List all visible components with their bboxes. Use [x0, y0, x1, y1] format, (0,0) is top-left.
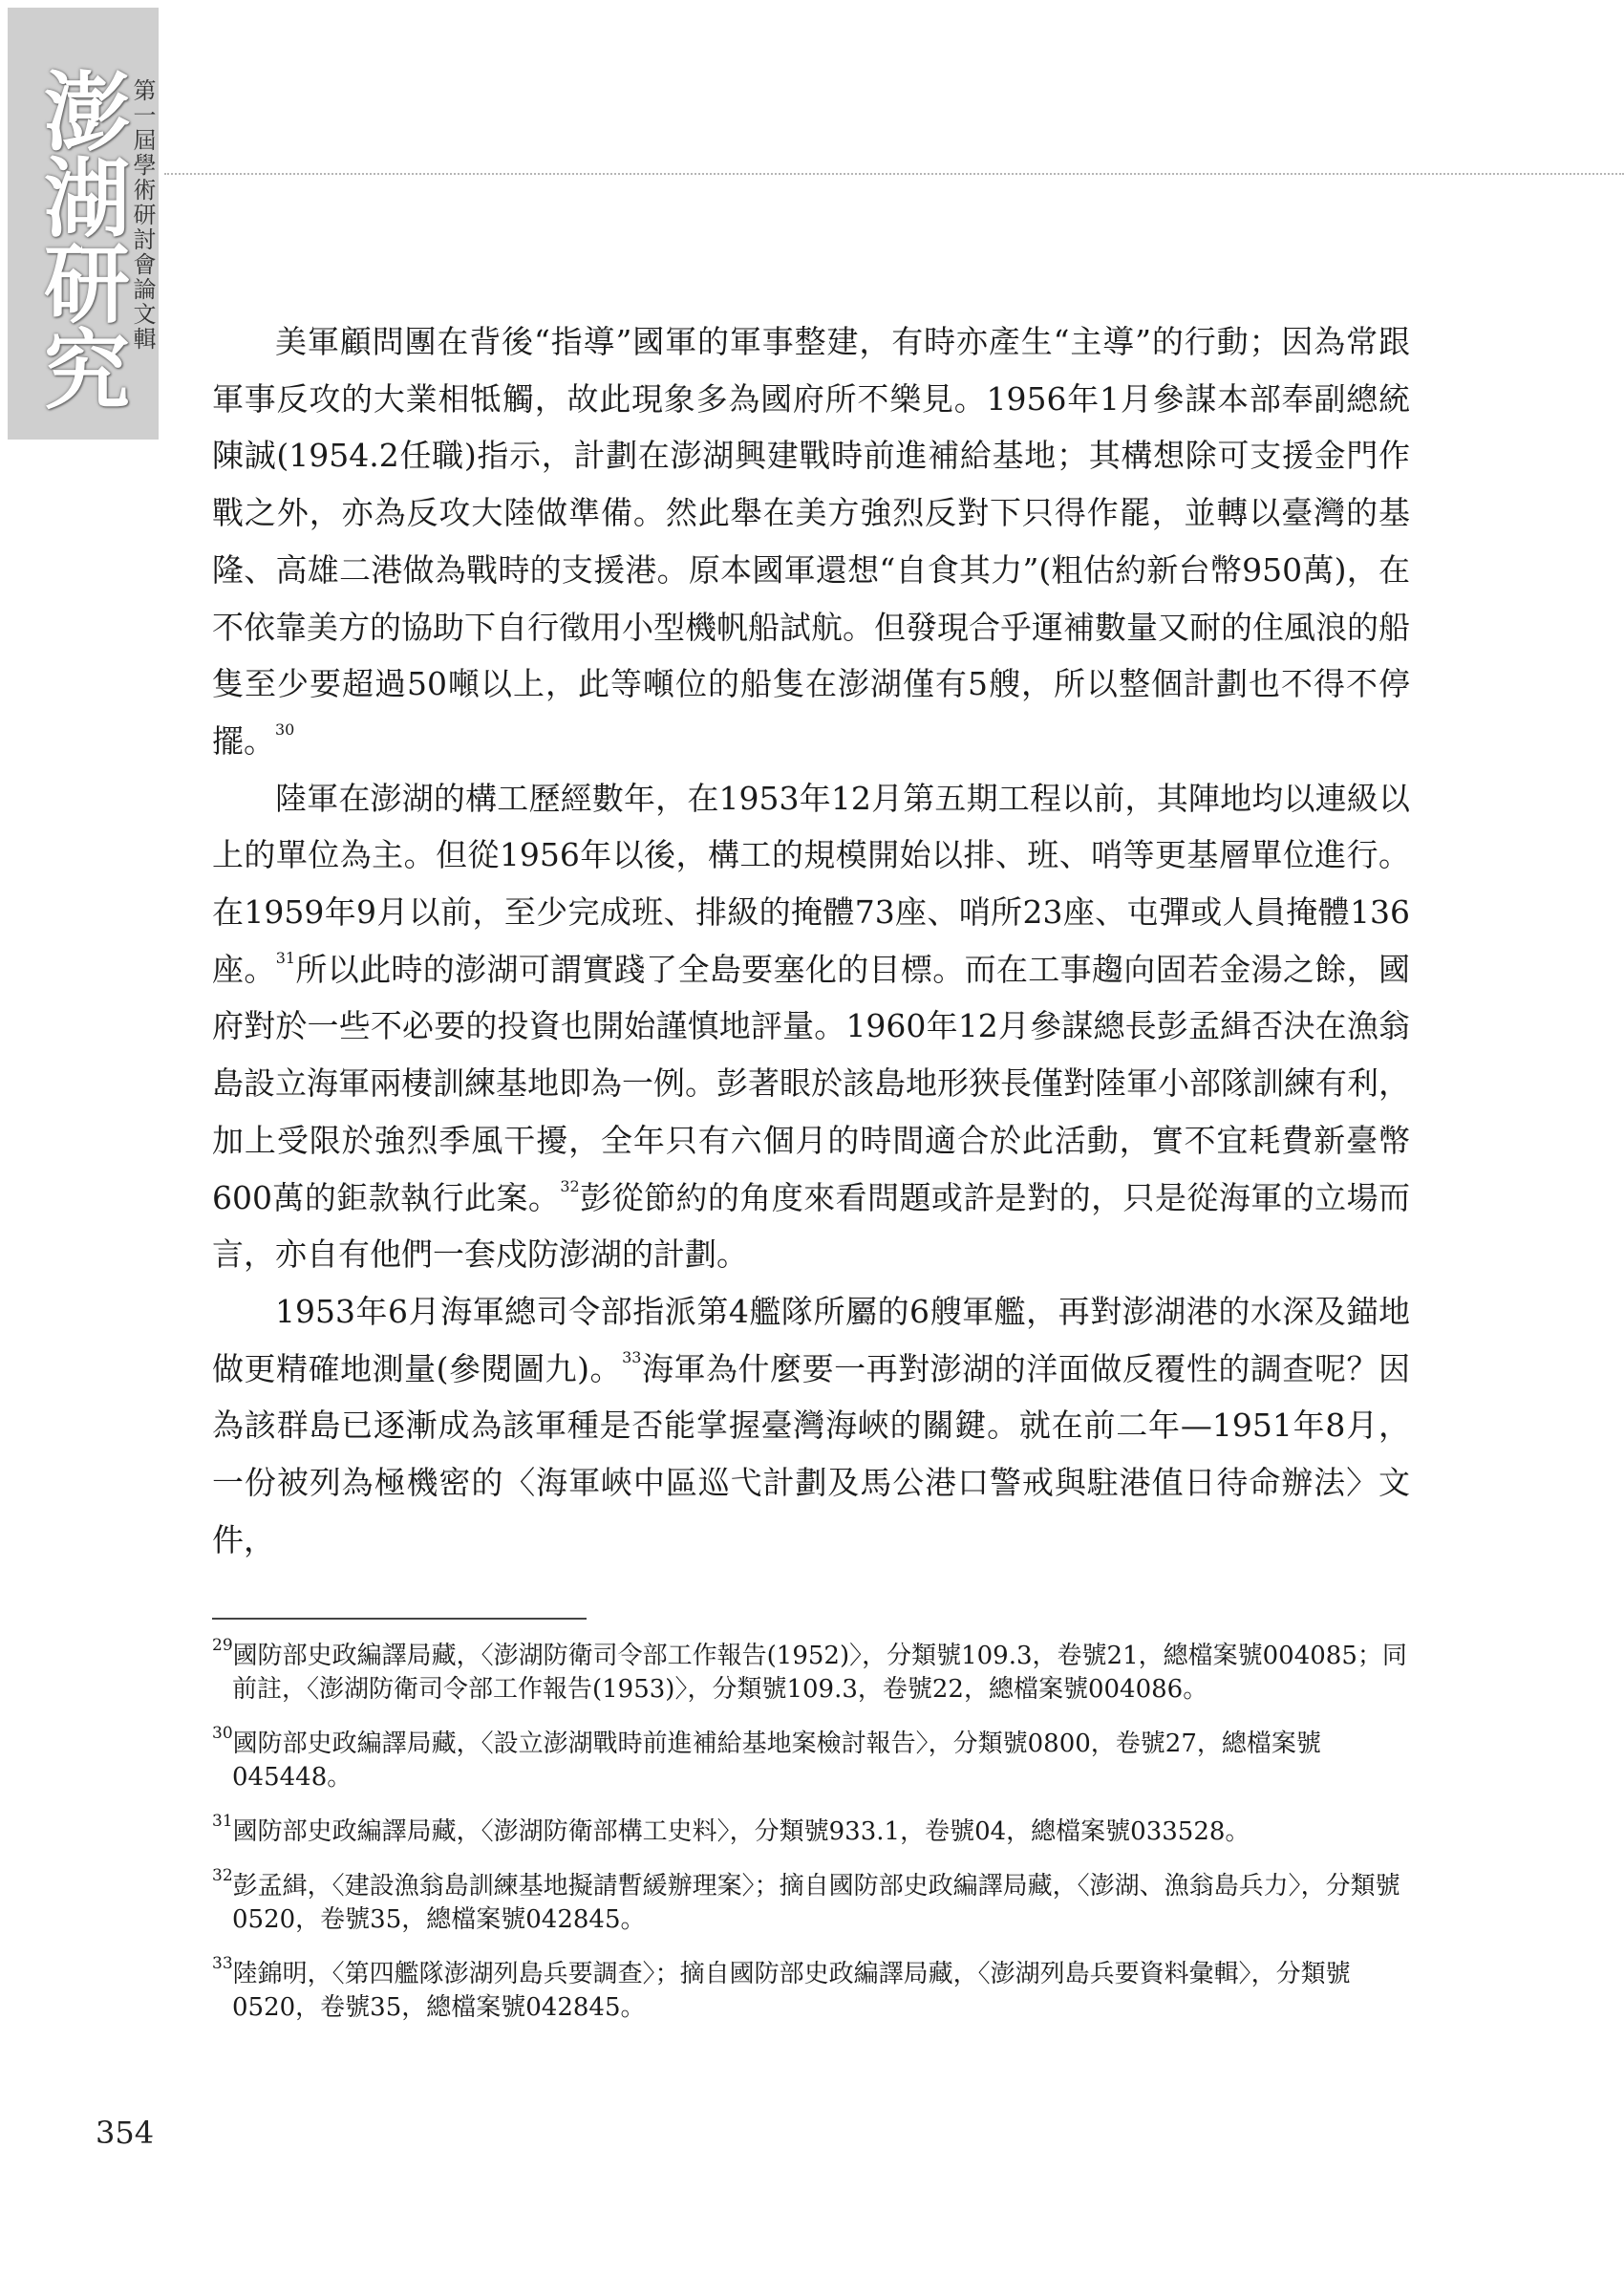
footnotes — [212, 1636, 1410, 2046]
footnote-ref[interactable]: 32 — [560, 1176, 580, 1195]
footnote-ref[interactable]: 31 — [275, 948, 296, 967]
page-number: 354 — [96, 2115, 155, 2151]
paragraph-text: 彭從節約的角度來看問題或許是對的，只是從海軍的立場而言，亦自有他們一套戍防澎湖的計劃。 — [212, 1178, 1410, 1274]
footnote — [212, 1812, 1410, 1849]
paragraph-text: 陸軍在澎湖的構工歷經數年，在1953年12月第五期工程以前，其陣地均以連級以上的單位為主。但從1956年以後，構工的規模開始以排、班、哨等更基層單位進行。在1959年9月以前，至少完成班、排級的掩體73座、哨所23座、屯彈或人員掩體136座。 — [212, 779, 1410, 988]
body-text — [212, 313, 1410, 1568]
footnote-text: 國防部史政編譯局藏，〈設立澎湖戰時前進補給基地案檢討報告〉，分類號0800，卷號27，總檔案號045448。 — [232, 1729, 1321, 1792]
journal-subtitle: 第一屆學術研討會論文輯 — [129, 78, 156, 352]
footnote — [212, 1954, 1410, 2025]
paragraph-text: 海軍為什麼要一再對澎湖的洋面做反覆性的調查呢？因為該群島已逐漸成為該軍種是否能掌握臺灣海峽的關鍵。就在前二年—1951年8月，一份被列為極機密的〈海軍峽中區巡弋計劃及馬公港口警戒與駐港值日待命辦法〉文件， — [212, 1349, 1410, 1558]
paragraph-text: 1953年6月海軍總司令部指派第4艦隊所屬的6艘軍艦，再對澎湖港的水深及錨地做更精確地測量(參閱圖九)。 — [212, 1292, 1410, 1387]
paragraph-text: 所以此時的澎湖可謂實踐了全島要塞化的目標。而在工事趨向固若金湯之餘，國府對於一些不必要的投資也開始謹慎地評量。1960年12月參謀總長彭孟緝否決在漁翁島設立海軍兩棲訓練基地即為一例。彭著眼於該島地形狹長僅對陸軍小部隊訓練有利，加上受限於強烈季風干擾，全年只有六個月的時間適合於此活動，實不宜耗費新臺幣600萬的鉅款執行此案。 — [212, 950, 1411, 1216]
footnote-number: 30 — [212, 1724, 233, 1743]
footnote — [212, 1724, 1410, 1794]
footnote-number: 32 — [212, 1866, 233, 1885]
footnote-ref[interactable]: 33 — [622, 1347, 642, 1366]
paragraph-2 — [212, 770, 1410, 1283]
footnote-divider — [212, 1618, 587, 1620]
paragraph-text: 美軍顧問團在背後“指導”國軍的軍事整建，有時亦產生“主導”的行動；因為常跟軍事反攻的大業相牴觸，故此現象多為國府所不樂見。1956年1月參謀本部奉副總統陳誠(1954.2任職)指示，計劃在澎湖興建戰時前進補給基地；其構想除可支援金門作戰之外，亦為反攻大陸做準備。然此舉在美方強烈反對下只得作罷，並轉以臺灣的基隆、高雄二港做為戰時的支援港。原本國軍還想“自食其力”(粗估約新台幣950萬)，在不依靠美方的協助下自行徵用小型機帆船試航。但發現合乎運補數量又耐的住風浪的船隻至少要超過50噸以上，此等噸位的船隻在澎湖僅有5艘，所以整個計劃也不得不停擺。 — [212, 323, 1410, 760]
footnote-text: 彭孟緝，〈建設漁翁島訓練基地擬請暫緩辦理案〉；摘自國防部史政編譯局藏，〈澎湖、漁翁島兵力〉，分類號0520，卷號35，總檔案號042845。 — [232, 1872, 1400, 1934]
header-divider — [164, 173, 1624, 175]
footnote — [212, 1636, 1410, 1707]
footnote-number: 29 — [212, 1636, 233, 1655]
paragraph-3 — [212, 1283, 1410, 1569]
journal-title: 澎湖研究 — [29, 67, 130, 411]
footnote-text: 國防部史政編譯局藏，〈澎湖防衛部構工史料〉，分類號933.1，卷號04，總檔案號033528。 — [232, 1817, 1250, 1846]
footnote-text: 陸錦明，〈第四艦隊澎湖列島兵要調查〉；摘自國防部史政編譯局藏，〈澎湖列島兵要資料彙輯〉，分類號0520，卷號35，總檔案號042845。 — [232, 1960, 1351, 2022]
paragraph-1 — [212, 313, 1410, 770]
footnote-ref[interactable]: 30 — [275, 720, 295, 739]
footnote-number: 31 — [212, 1812, 233, 1831]
footnote — [212, 1866, 1410, 1937]
footnote-number: 33 — [212, 1954, 233, 1973]
footnote-text: 國防部史政編譯局藏，〈澎湖防衛司令部工作報告(1952)〉，分類號109.3，卷號21，總檔案號004085；同前註，〈澎湖防衛司令部工作報告(1953)〉，分類號109.3，卷號22，總檔案號004086。 — [232, 1642, 1407, 1704]
